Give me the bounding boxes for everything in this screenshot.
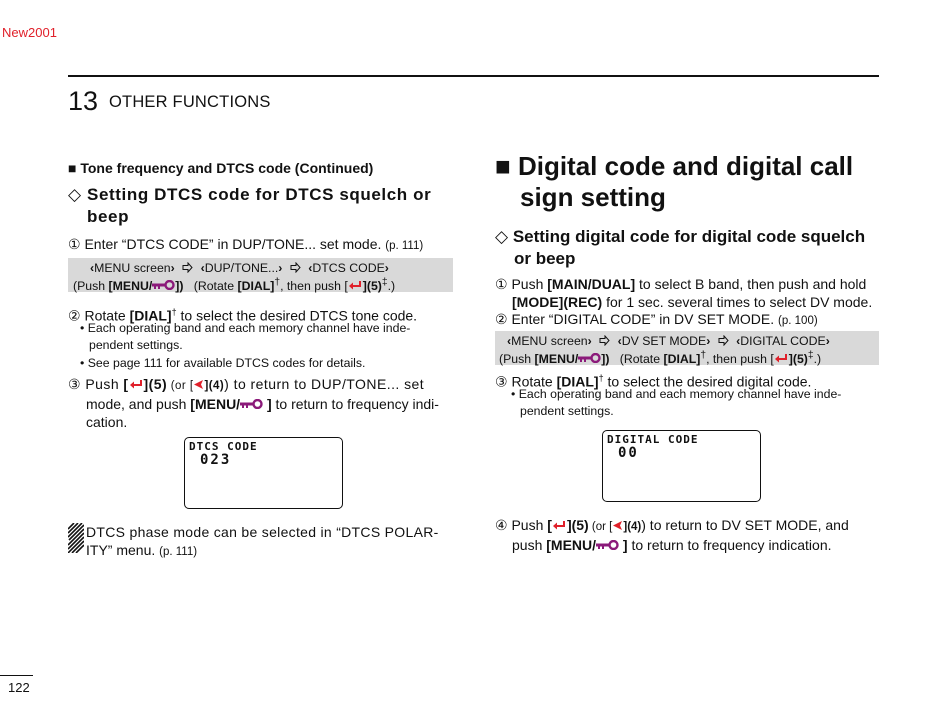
diamond-icon: ◇	[68, 185, 82, 204]
left-menu-keys: (Push [MENU/ ]) (Rotate [DIAL]†, then push [ ](5)‡.)	[73, 277, 396, 294]
enter-key-icon	[552, 520, 567, 531]
left-step-2: ② Rotate [DIAL]† to select the desired DTCS tone code.	[68, 307, 418, 324]
menu-arrow-icon	[599, 335, 610, 346]
enter-key-icon	[774, 353, 789, 364]
dtcs-lcd-display	[184, 437, 343, 509]
back-key-icon	[193, 379, 204, 390]
right-step-4: ④ Push [ ](5) (or [ ](4)) to return to DV SET MODE, and push [MENU/ ] to return to frequency indication.	[495, 517, 849, 553]
lcd-title: DIGITAL CODE	[607, 433, 699, 446]
left-note: DTCS phase mode can be selected in “DTCS POLAR- ITY” menu. (p. 111)	[86, 524, 439, 558]
digital-lcd-display	[602, 430, 761, 502]
dtcs-heading: ◇ Setting DTCS code for DTCS squelch or beep	[68, 185, 432, 226]
lcd-title: DTCS CODE	[189, 440, 258, 453]
right-menu-path: ‹MENU screen› ‹DV SET MODE› ‹DIGITAL CODE›	[507, 334, 830, 348]
right-bullet-1: • Each operating band and each memory channel have inde- pendent settings.	[511, 387, 842, 418]
left-step-3: ③ Push [ ](5) (or [ ](4)) to return to DUP/TONE... set mode, and push [MENU/ ] to return to frequency indi- cation.	[68, 376, 439, 430]
lcd-value: 023	[200, 452, 232, 468]
page-number: 122	[8, 680, 30, 695]
menu-arrow-icon	[290, 262, 301, 273]
left-bullet-1: • Each operating band and each memory channel have inde- pendent settings.	[80, 321, 411, 352]
digital-code-title: ■ Digital code and digital call sign setting	[495, 151, 854, 212]
menu-arrow-icon	[718, 335, 729, 346]
square-bullet-icon: ■	[495, 151, 511, 181]
left-bullet-2: • See page 111 for available DTCS codes for details.	[80, 356, 366, 370]
lcd-value: 00	[618, 445, 639, 461]
back-key-icon	[612, 520, 623, 531]
square-bullet-icon: ■	[68, 160, 77, 176]
menu-key-icon	[596, 540, 619, 550]
left-step-1: ① Enter “DTCS CODE” in DUP/TONE... set mode. (p. 111)	[68, 236, 424, 252]
right-step-3: ③ Rotate [DIAL]† to select the desired digital code.	[495, 373, 812, 390]
menu-key-icon	[240, 399, 263, 409]
section-title: ■ Tone frequency and DTCS code (Continued)	[68, 160, 374, 176]
page-number-rule	[0, 675, 33, 676]
right-step-1: ① Push [MAIN/DUAL] to select B band, then push and hold [MODE](REC) for 1 sec. several times to select DV mode.	[495, 276, 873, 310]
diamond-icon: ◇	[495, 227, 509, 246]
menu-key-icon	[578, 353, 601, 363]
note-hatch-icon	[68, 523, 84, 558]
corner-label: New2001	[2, 25, 57, 40]
chapter-title: OTHER FUNCTIONS	[109, 93, 271, 111]
left-menu-path: ‹MENU screen› ‹DUP/TONE...› ‹DTCS CODE›	[90, 261, 389, 275]
right-menu-keys: (Push [MENU/ ]) (Rotate [DIAL]†, then push [ ](5)‡.)	[499, 350, 822, 367]
right-step-2: ② Enter “DIGITAL CODE” in DV SET MODE. (p. 100)	[495, 311, 818, 327]
right-menu-path-box	[495, 331, 879, 365]
chapter-number: 13	[68, 86, 99, 116]
header-rule	[68, 75, 879, 77]
menu-key-icon	[152, 280, 175, 290]
menu-arrow-icon	[182, 262, 193, 273]
digital-code-heading: ◇ Setting digital code for digital code squelch or beep	[495, 227, 866, 268]
enter-key-icon	[348, 280, 363, 291]
enter-key-icon	[129, 379, 144, 390]
left-menu-path-box	[68, 258, 453, 292]
